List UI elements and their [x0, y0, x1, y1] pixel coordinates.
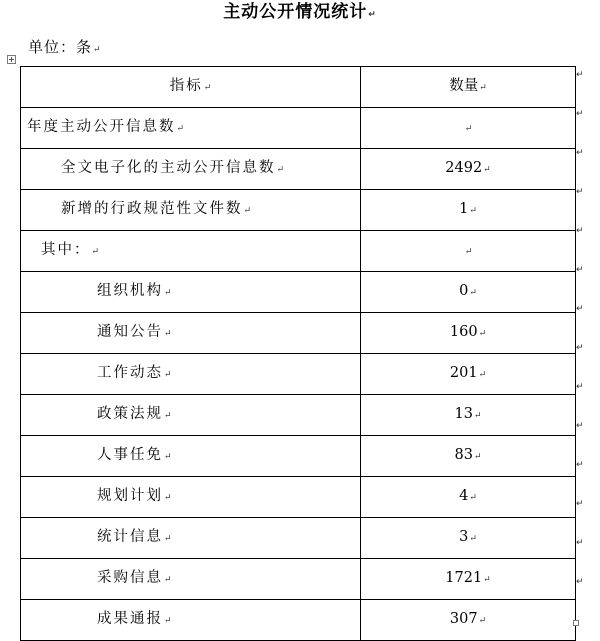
end-of-row-mark: ↵ — [576, 304, 584, 314]
indicator-cell[interactable] — [21, 231, 361, 272]
paragraph-mark: ↵ — [469, 206, 477, 216]
paragraph-mark: ↵ — [469, 288, 477, 298]
end-of-row-mark: ↵ — [576, 460, 584, 470]
end-of-row-mark: ↵ — [576, 343, 584, 353]
paragraph-mark: ↵ — [164, 493, 172, 503]
paragraph-mark: ↵ — [368, 10, 377, 20]
quantity-value: 1721 — [445, 570, 483, 586]
quantity-value: 3 — [459, 529, 469, 545]
table-row — [21, 149, 576, 190]
paragraph-mark: ↵ — [164, 370, 172, 380]
paragraph-mark: ↵ — [164, 534, 172, 544]
quantity-value: 13 — [454, 406, 473, 422]
table-header-row — [21, 67, 576, 108]
quantity-value: 1 — [459, 201, 469, 217]
table-move-handle-icon[interactable] — [7, 55, 16, 64]
unit-text: 单位：条 — [28, 38, 93, 56]
quantity-cell[interactable] — [361, 231, 576, 272]
paragraph-mark: ↵ — [483, 165, 491, 175]
paragraph-mark: ↵ — [464, 247, 473, 257]
quantity-cell[interactable] — [361, 395, 576, 436]
indicator-label: 新增的行政规范性文件数 — [61, 201, 243, 217]
indicator-cell[interactable] — [21, 313, 361, 354]
indicator-cell[interactable] — [21, 190, 361, 231]
indicator-label: 统计信息 — [97, 529, 163, 545]
table-row — [21, 477, 576, 518]
end-of-row-mark: ↵ — [576, 226, 584, 236]
end-of-row-mark: ↵ — [576, 382, 584, 392]
indicator-label: 组织机构 — [97, 283, 163, 299]
indicator-cell[interactable] — [21, 600, 361, 641]
table-resize-handle-icon[interactable] — [573, 620, 579, 626]
table-row — [21, 518, 576, 559]
table-row — [21, 231, 576, 272]
paragraph-mark: ↵ — [473, 411, 482, 421]
quantity-cell[interactable] — [361, 108, 576, 149]
indicator-cell[interactable] — [21, 149, 361, 190]
indicator-label: 全文电子化的主动公开信息数 — [61, 160, 276, 176]
header-quantity-label: 数量 — [449, 78, 479, 94]
header-indicator-label: 指标 — [169, 78, 203, 94]
indicator-label: 成果通报 — [97, 611, 163, 627]
end-of-row-mark: ↵ — [576, 421, 584, 431]
indicator-cell[interactable] — [21, 272, 361, 313]
paragraph-mark: ↵ — [91, 247, 100, 257]
paragraph-mark: ↵ — [164, 575, 172, 585]
paragraph-mark: ↵ — [243, 206, 252, 216]
quantity-value: 0 — [459, 283, 469, 299]
quantity-value: 2492 — [445, 160, 483, 176]
indicator-label: 年度主动公开信息数 — [27, 119, 176, 135]
indicator-cell[interactable] — [21, 395, 361, 436]
indicator-label: 工作动态 — [97, 365, 163, 381]
indicator-label: 政策法规 — [97, 406, 163, 422]
paragraph-mark: ↵ — [469, 534, 477, 544]
paragraph-mark: ↵ — [203, 83, 212, 93]
indicator-label: 人事任免 — [97, 447, 163, 463]
paragraph-mark: ↵ — [164, 288, 172, 298]
end-of-row-mark: ↵ — [576, 187, 584, 197]
quantity-value: 4 — [459, 488, 469, 504]
paragraph-mark: ↵ — [164, 411, 172, 421]
table-row — [21, 600, 576, 641]
paragraph-mark: ↵ — [478, 329, 487, 339]
paragraph-mark: ↵ — [276, 165, 285, 175]
quantity-cell[interactable] — [361, 477, 576, 518]
indicator-label: 采购信息 — [97, 570, 163, 586]
unit-line — [28, 36, 102, 58]
paragraph-mark: ↵ — [473, 452, 482, 462]
header-cell-indicator[interactable] — [21, 67, 361, 108]
quantity-cell[interactable] — [361, 559, 576, 600]
quantity-cell[interactable] — [361, 518, 576, 559]
header-cell-quantity[interactable] — [361, 67, 576, 108]
paragraph-mark: ↵ — [93, 45, 102, 55]
quantity-value: 160 — [449, 324, 478, 340]
document-title — [0, 0, 600, 26]
quantity-cell[interactable] — [361, 436, 576, 477]
end-of-row-mark: ↵ — [576, 577, 584, 587]
end-of-row-mark: ↵ — [576, 499, 584, 509]
paragraph-mark: ↵ — [464, 124, 473, 134]
table-row — [21, 395, 576, 436]
end-of-row-mark: ↵ — [576, 148, 584, 158]
statistics-table — [20, 66, 576, 641]
quantity-cell[interactable] — [361, 149, 576, 190]
table-row — [21, 272, 576, 313]
indicator-label: 规划计划 — [97, 488, 163, 504]
table-row — [21, 354, 576, 395]
paragraph-mark: ↵ — [164, 616, 172, 626]
paragraph-mark: ↵ — [176, 124, 185, 134]
quantity-value: 83 — [454, 447, 473, 463]
quantity-cell[interactable] — [361, 354, 576, 395]
end-of-row-mark: ↵ — [576, 538, 584, 548]
paragraph-mark: ↵ — [469, 493, 477, 503]
quantity-value: 201 — [449, 365, 478, 381]
paragraph-mark: ↵ — [478, 370, 487, 380]
end-of-row-mark: ↵ — [576, 109, 584, 119]
end-of-row-mark: ↵ — [576, 265, 584, 275]
table-row — [21, 436, 576, 477]
table-row — [21, 108, 576, 149]
indicator-cell[interactable] — [21, 108, 361, 149]
paragraph-mark: ↵ — [479, 83, 487, 93]
quantity-cell[interactable] — [361, 272, 576, 313]
indicator-cell[interactable] — [21, 477, 361, 518]
indicator-label: 通知公告 — [97, 324, 163, 340]
paragraph-mark: ↵ — [478, 616, 487, 626]
quantity-cell[interactable] — [361, 190, 576, 231]
title-text: 主动公开情况统计 — [223, 2, 368, 22]
quantity-value: 307 — [449, 611, 478, 627]
end-of-row-mark: ↵ — [576, 70, 584, 80]
indicator-cell[interactable] — [21, 559, 361, 600]
indicator-label: 其中： — [41, 242, 91, 258]
table-row — [21, 190, 576, 231]
quantity-cell[interactable] — [361, 313, 576, 354]
table-row — [21, 313, 576, 354]
indicator-cell[interactable] — [21, 354, 361, 395]
paragraph-mark: ↵ — [164, 329, 172, 339]
paragraph-mark: ↵ — [164, 452, 172, 462]
quantity-cell[interactable] — [361, 600, 576, 641]
paragraph-mark: ↵ — [483, 575, 491, 585]
indicator-cell[interactable] — [21, 518, 361, 559]
table-row — [21, 559, 576, 600]
indicator-cell[interactable] — [21, 436, 361, 477]
